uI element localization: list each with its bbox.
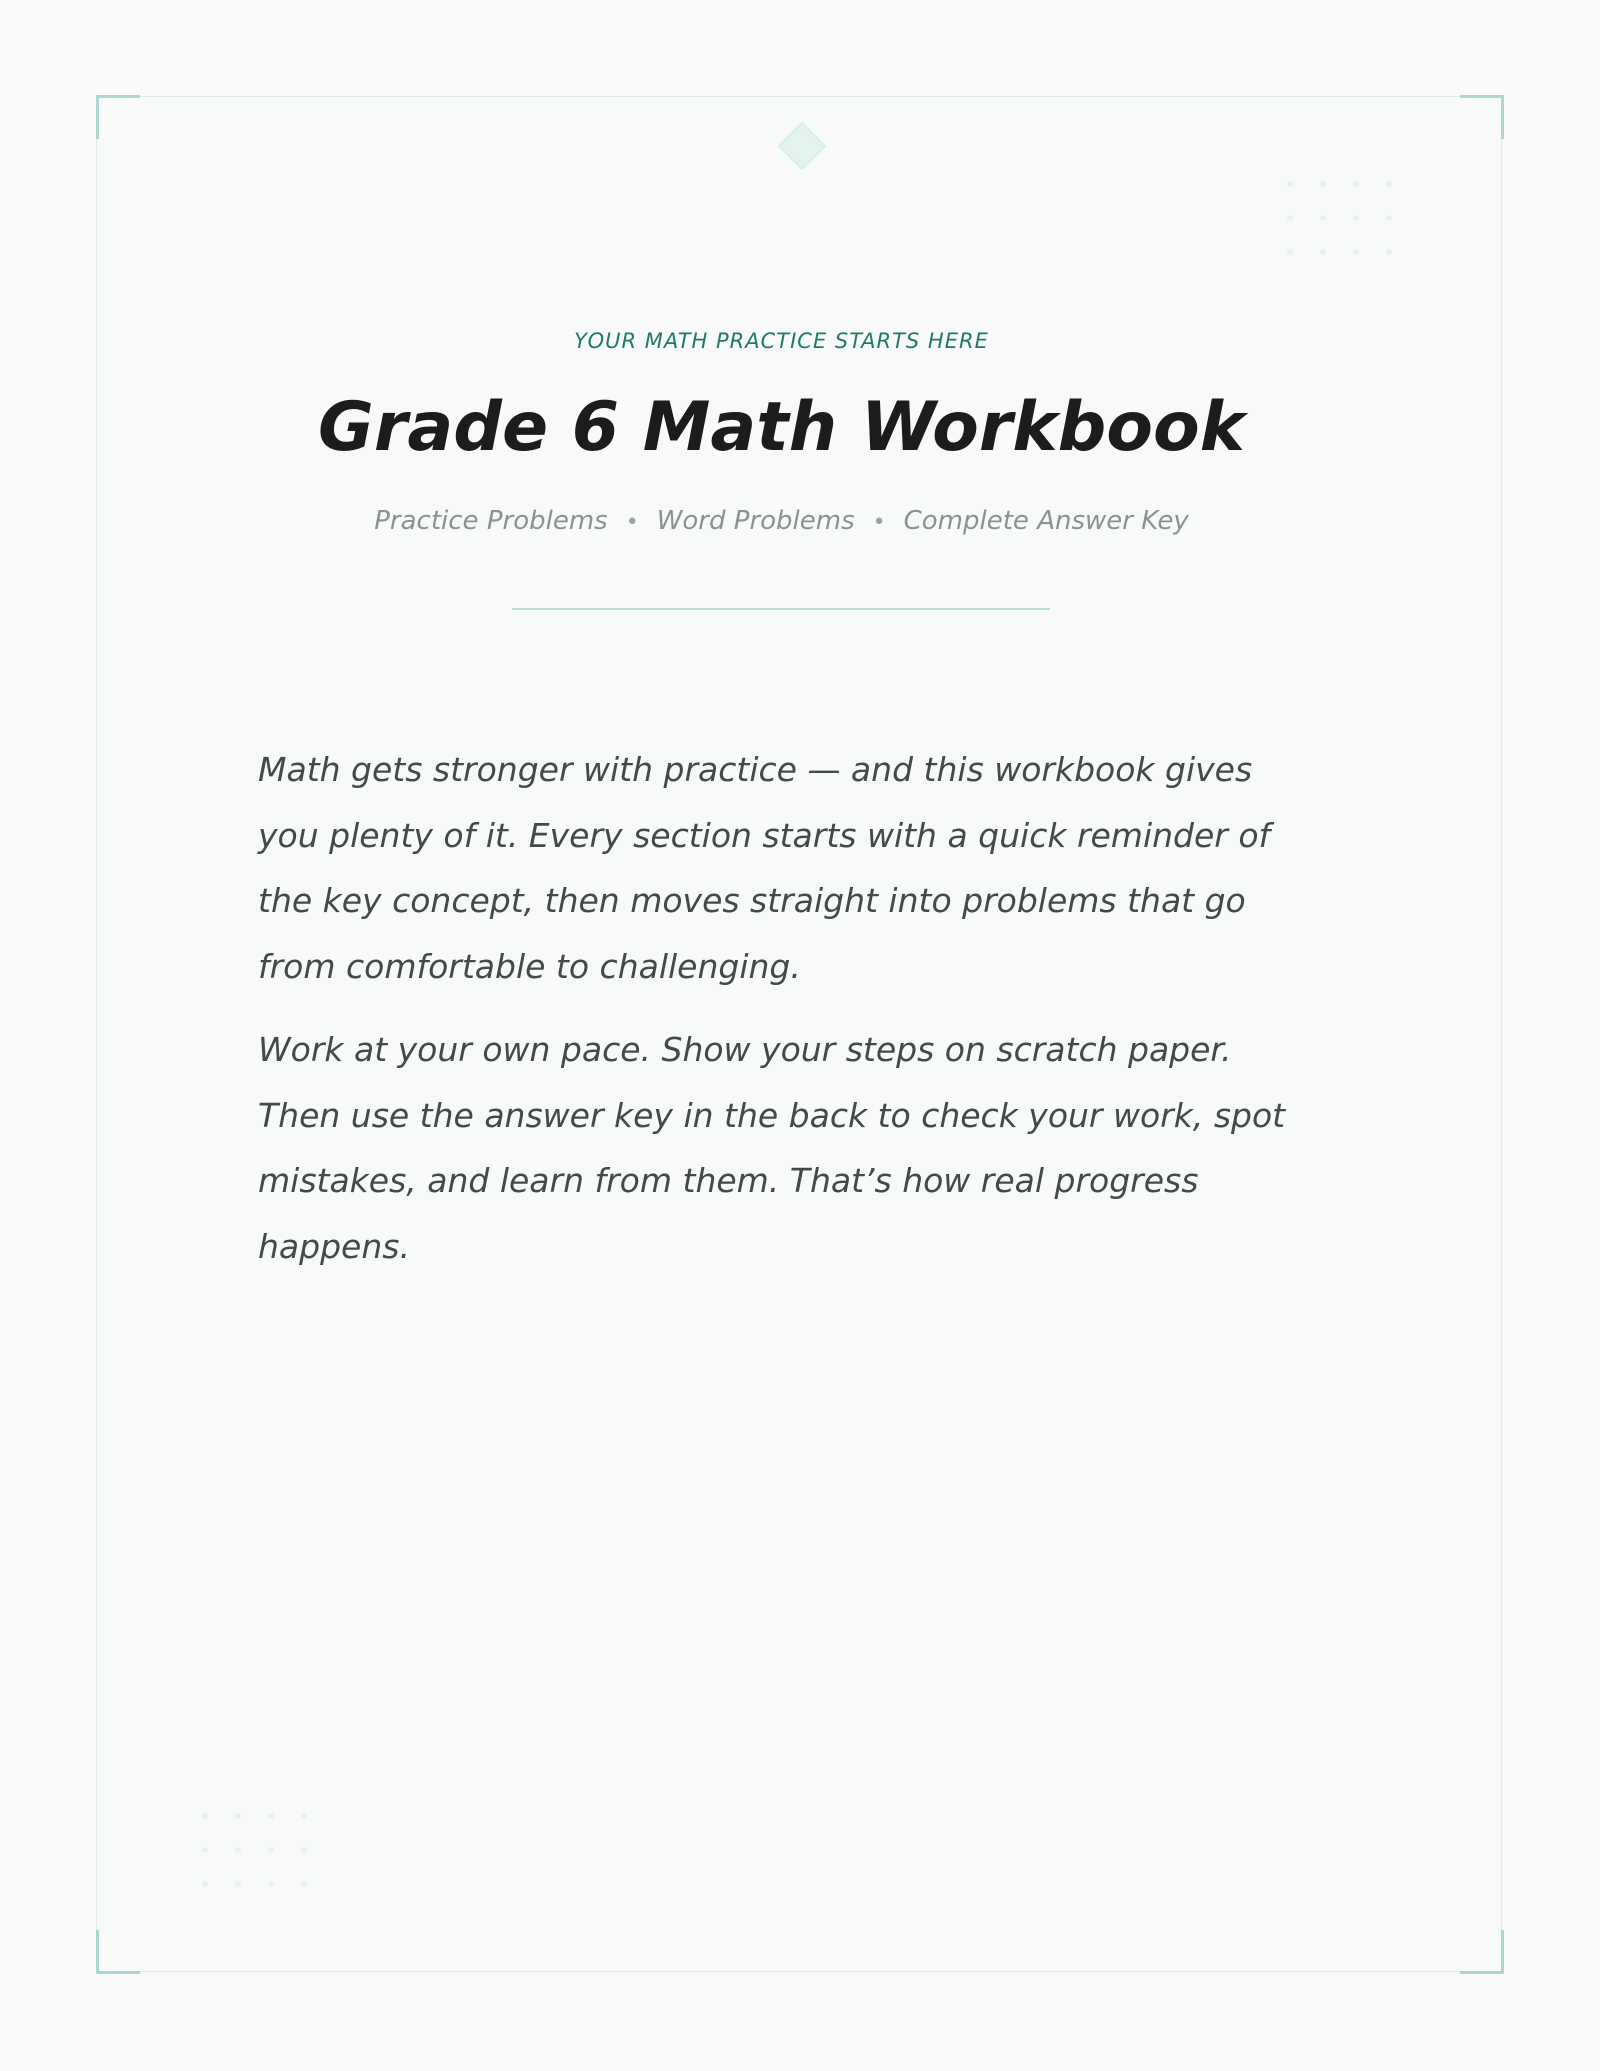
intro-paragraph: Math gets stronger with practice — and this workbook gives you plenty of it. Every section starts with a quick reminder of the key concept, then moves straight into problems that go from comfortable to challenging. bbox=[258, 750, 1271, 986]
subtitle-item-word-problems: Word Problems bbox=[656, 506, 855, 536]
subtitle-item-answer-key: Complete Answer Key bbox=[903, 506, 1189, 536]
corner-bracket-bottom-right bbox=[1460, 1930, 1504, 1974]
corner-bracket-top-right bbox=[1460, 95, 1504, 139]
subtitle-separator: • bbox=[625, 510, 639, 535]
intro-paragraph: Work at your own pace. Show your steps on scratch paper. Then use the answer key in the back to check your work, spot mistakes, and learn from them. That’s how real progress happens. bbox=[258, 1030, 1286, 1266]
intro-text bbox=[258, 737, 1312, 1297]
cover-eyebrow: YOUR MATH PRACTICE STARTS HERE bbox=[574, 329, 989, 353]
corner-bracket-top-left bbox=[96, 95, 140, 139]
cover-subtitle bbox=[0, 499, 1563, 545]
corner-bracket-bottom-left bbox=[96, 1930, 140, 1974]
subtitle-separator: • bbox=[872, 510, 886, 535]
dot-pattern-bottom-left bbox=[202, 1813, 307, 1887]
dot-pattern-top-right bbox=[1287, 181, 1392, 255]
subtitle-item-practice-problems: Practice Problems bbox=[374, 506, 608, 536]
page-title: Grade 6 Math Workbook bbox=[318, 388, 1245, 467]
title-divider bbox=[512, 608, 1050, 610]
